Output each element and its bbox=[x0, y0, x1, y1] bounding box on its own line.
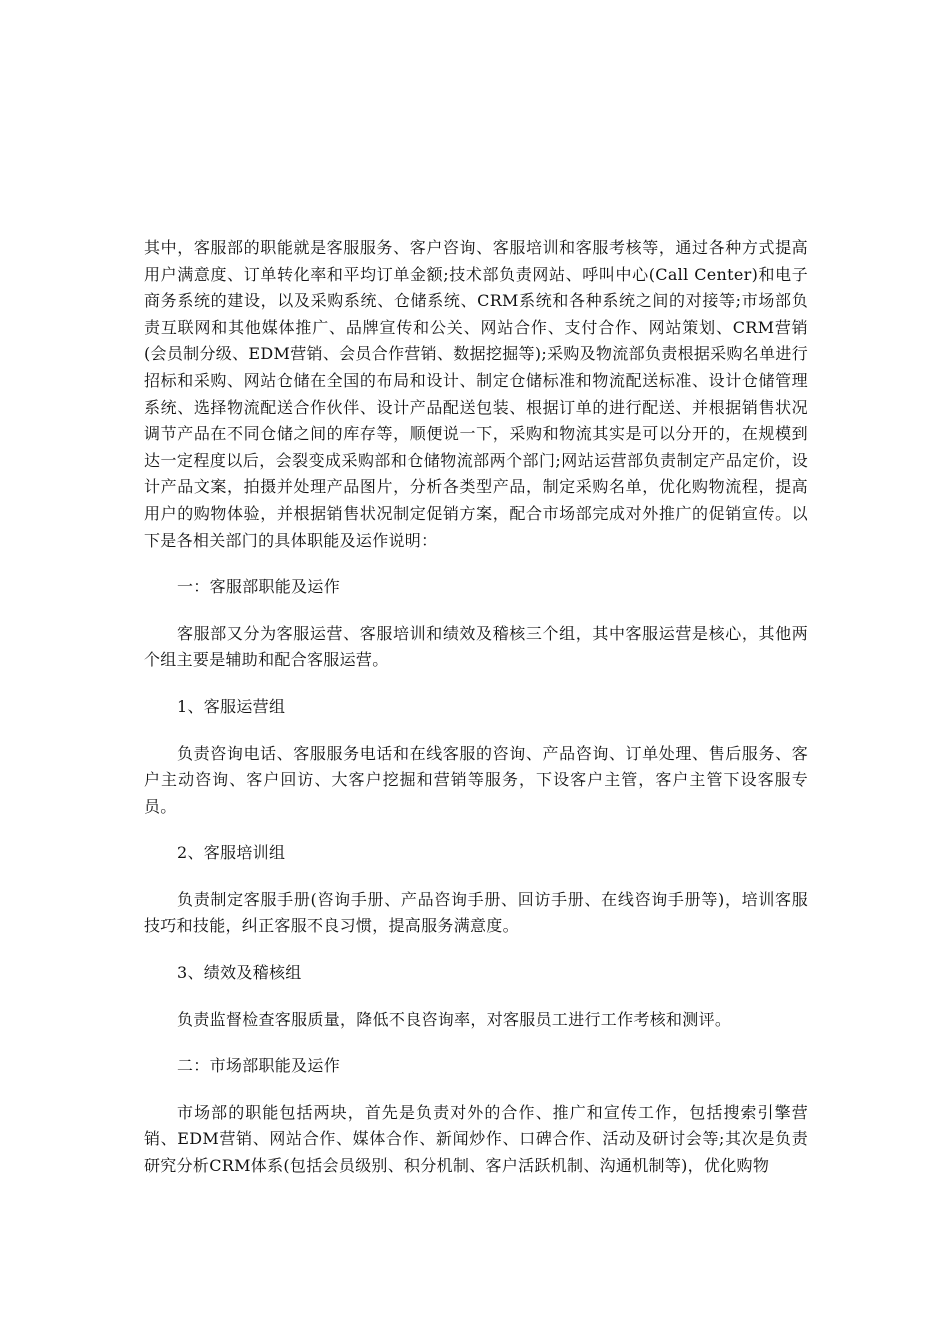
marketing-text: 市场部的职能包括两块，首先是负责对外的合作、推广和宣传工作，包括搜索引擎营销、EDM营销、网站合作、媒体合作、新闻炒作、口碑合作、活动及研讨会等;其次是负责研究分析CRM体系(包括会员级别、积分机制、客户活跃机制、沟通机制等)，优化购物 bbox=[144, 1102, 808, 1176]
training-group-text: 负责制定客服手册(咨询手册、产品咨询手册、回访手册、在线咨询手册等)，培训客服技巧和技能，纠正客服不良习惯，提高服务满意度。 bbox=[144, 889, 808, 936]
subheading-training-group: 2、客服培训组 bbox=[177, 843, 286, 863]
operations-group-text: 负责咨询电话、客服服务电话和在线客服的咨询、产品咨询、订单处理、售后服务、客户主动咨询、客户回访、大客户挖掘和营销等服务，下设客户主管，客户主管下设客服专员。 bbox=[144, 743, 808, 816]
section-heading-customer-service: 一：客服部职能及运作 bbox=[177, 577, 341, 597]
audit-group-text: 负责监督检查客服质量，降低不良咨询率，对客服员工进行工作考核和测评。 bbox=[177, 1009, 732, 1029]
document-body bbox=[144, 235, 808, 1200]
section-heading-marketing: 二：市场部职能及运作 bbox=[177, 1056, 341, 1076]
subheading-audit-group: 3、绩效及稽核组 bbox=[177, 963, 302, 983]
subheading-operations-group: 1、客服运营组 bbox=[177, 696, 286, 716]
customer-service-overview: 客服部又分为客服运营、客服培训和绩效及稽核三个组，其中客服运营是核心，其他两个组主要是辅助和配合客服运营。 bbox=[144, 623, 808, 670]
intro-paragraph: 其中，客服部的职能就是客服服务、客户咨询、客服培训和客服考核等，通过各种方式提高用户满意度、订单转化率和平均订单金额;技术部负责网站、呼叫中心(Call Center)和电子商务系统的建设，以及采购系统、仓储系统、CRM系统和各种系统之间的对接等;市场部负责互联网和其他媒体推广、品牌宣传和公关、网站合作、支付合作、网站策划、CRM营销(会员制分级、EDM营销、会员合作营销、数据挖掘等);采购及物流部负责根据采购名单进行招标和采购、网站仓储在全国的布局和设计、制定仓储标准和物流配送标准、设计仓储管理系统、选择物流配送合作伙伴、设计产品配送包装、根据订单的进行配送、并根据销售状况调节产品在不同仓储之间的库存等，顺便说一下，采购和物流其实是可以分开的，在规模到达一定程度以后，会裂变成采购部和仓储物流部两个部门;网站运营部负责制定产品定价，设计产品文案，拍摄并处理产品图片，分析各类型产品，制定采购名单，优化购物流程，提高用户的购物体验，并根据销售状况制定促销方案，配合市场部完成对外推广的促销宣传。以下是各相关部门的具体职能及运作说明： bbox=[144, 238, 808, 550]
